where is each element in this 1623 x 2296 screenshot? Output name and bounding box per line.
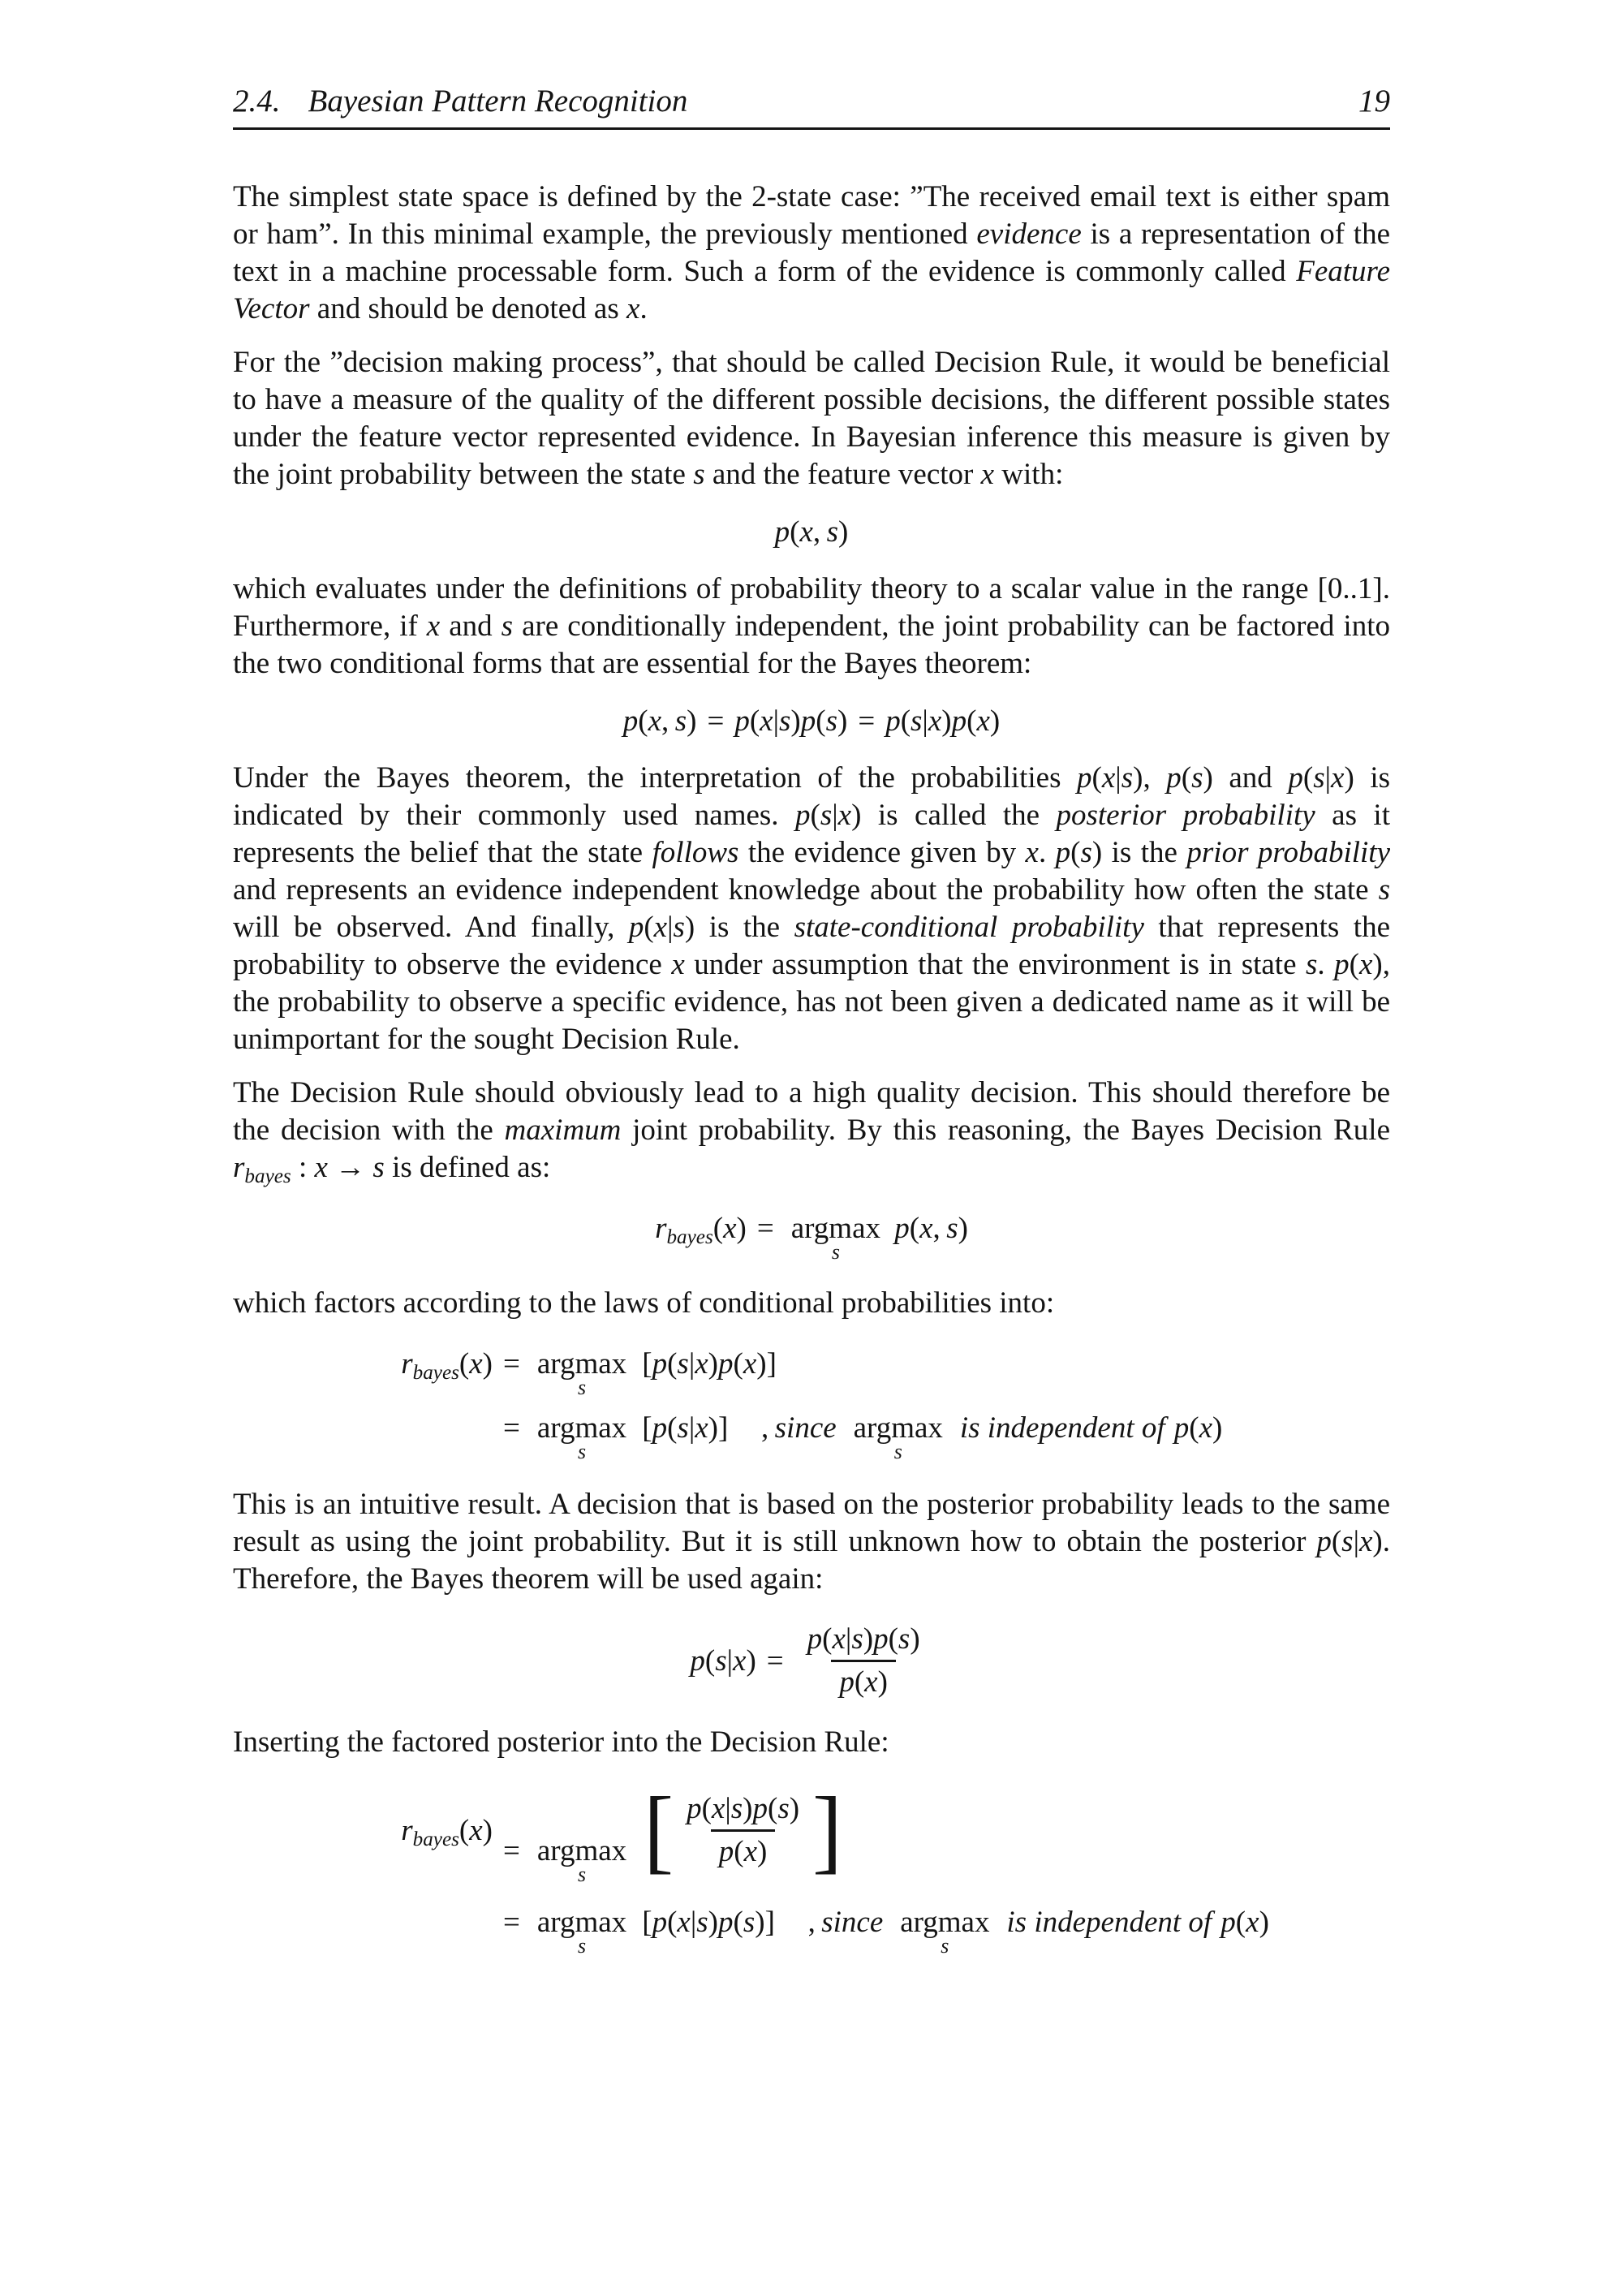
paragraph-5: The Decision Rule should obviously lead to a high quality decision. This should therefore be the decision with the maximum joint probability. By this reasoning, the Bayes Decision Rule rbayes : x → s is defined as: [233,1076,1390,1188]
formula-lhs: rbayes ( x ) [401,1347,493,1385]
formula-rhs: = argmax s [ p(s|x) ] , since argmax s is independent of p(x) [503,1411,1223,1463]
formula-bayes-factorization: p ( x , s ) = p ( x | s ) p ( s ) = p ( s | x ) p ( x ) [622,704,1001,738]
formula-lhs: rbayes ( x ) [401,1814,493,1851]
paragraph-7: This is an intuitive result. A decision that is based on the posterior probability leads to the same result as using the joint probability. But it is still unknown how to obtain the posterior p(s|x). Therefore, the Bayes theorem will be used again: [233,1488,1390,1596]
formula-decision-rule-factored [330,1346,1390,1470]
formula-posterior-bayes: p ( s | x ) = $\frac{p(x|s)p(s)}{p(x)}$ [233,1619,1390,1703]
formula-row [330,1777,1390,1886]
text-column [233,0,1390,1964]
formula-joint-probability: p ( x , s ) [774,515,849,549]
formula-decision-rule-final [330,1777,1390,1964]
running-header [233,83,1390,127]
formula-bayes-decision-rule: rbayes ( x ) = argmax s p ( x , s ) [655,1212,968,1264]
paragraph-1: The simplest state space is defined by the 2-state case: ”The received email text is either spam or ham”. In this minimal example, the previously mentioned evidence is a representation of the text in a machine processable form. Such a form of the evidence is commonly called Feature Vector and should be denoted as x. [233,180,1390,325]
formula-row [330,1346,1390,1399]
formula-rhs: = argmax s [ p(s|x)p(x) ] [503,1347,777,1399]
section-title: Bayesian Pattern Recognition [308,84,688,118]
formula-rhs: = argmax s [ $\frac{p(x|s)p(s)}{p(x)}$ ] [503,1777,843,1886]
page-number: 19 [1358,84,1390,118]
paragraph-8: Inserting the factored posterior into the Decision Rule: [233,1725,889,1759]
formula-row [330,1411,1390,1463]
paragraph-6: which factors according to the laws of conditional probabilities into: [233,1286,1055,1320]
paragraph-4: Under the Bayes theorem, the interpretation of the probabilities p(x|s), p(s) and p(s|x) is indicated by their commonly used names. p(s|x) is called the posterior probability as it represents the belief that the state follows the evidence given by x. p(s) is the prior probability and represents an evidence independent knowledge about the probability how often the state s will be observed. And finally, p(x|s) is the state-conditional probability that represents the probability to observe the evidence x under assumption that the environment is in state s. p(x), the probability to observe a specific evidence, has not been given a dedicated name as it will be unimportant for the sought Decision Rule. [233,761,1391,1056]
paragraph-2: For the ”decision making process”, that should be called Decision Rule, it would be beneficial to have a measure of the quality of the different possible decisions, the different possible states under the feature vector represented evidence. In Bayesian inference this measure is given by the joint probability between the state s and the feature vector x with: [233,346,1390,491]
section-heading [233,83,687,119]
paragraph-3: which evaluates under the definitions of probability theory to a scalar value in the range [0..1]. Furthermore, if x and s are conditionally independent, the joint probability can be factored into the two conditional forms that are essential for the Bayes theorem: [233,572,1390,680]
header-rule [233,127,1390,130]
formula-row [330,1905,1390,1958]
formula-rhs: = argmax s [ p(x|s)p(s) ] , since argmax s is independent of p(x) [503,1906,1269,1958]
section-number: 2.4. [233,84,281,118]
